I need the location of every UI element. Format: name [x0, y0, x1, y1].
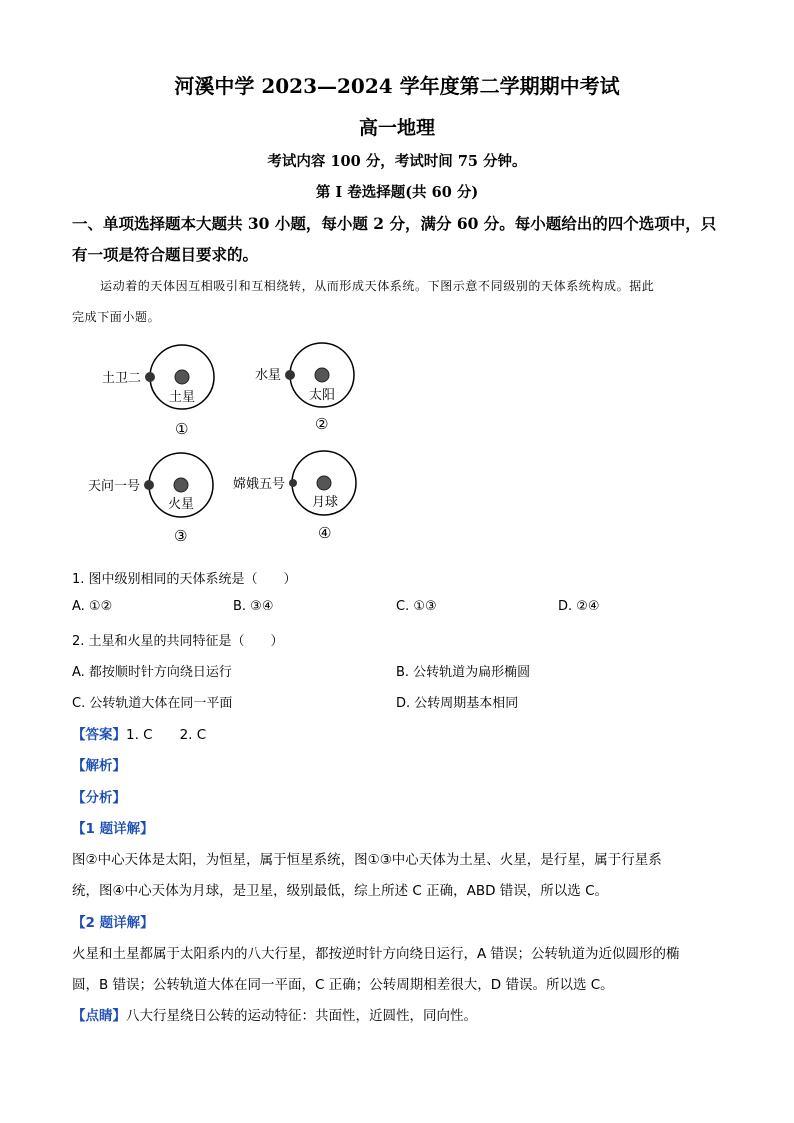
q1-detail-tag: 【1 题详解】 [72, 821, 154, 837]
instruction-line-1: 一、单项选择题本大题共 30 小题，每小题 2 分，满分 60 分。每小题给出的四个选项中，只 [72, 214, 717, 233]
answer-tag: 【答案】 [72, 727, 126, 743]
intro-line-1: 运动着的天体因互相吸引和互相绕转，从而形成天体系统。下图示意不同级别的天体系统构成。据此 [100, 279, 655, 293]
exam-info: 考试内容 100 分，考试时间 75 分钟。 [267, 153, 527, 170]
question-1-stem: 1. 图中级别相同的天体系统是（ ） [72, 572, 297, 587]
system-number: ① [175, 420, 189, 438]
center-label: 太阳 [309, 388, 336, 403]
center-label: 月球 [312, 495, 339, 510]
orbiter-label: 嫦娥五号 [233, 477, 286, 492]
q2-detail-line-1: 火星和土星都属于太阳系内的八大行星，都按逆时针方向绕日运行，A 错误；公转轨道为近似圆形的椭 [72, 946, 680, 962]
center-label: 土星 [169, 390, 196, 405]
orbiter-body-icon [145, 372, 155, 382]
system-4 [233, 451, 356, 542]
question-2-option-c: C. 公转轨道大体在同一平面 [72, 696, 233, 711]
question-2-option-a: A. 都按顺时针方向绕日运行 [72, 665, 232, 680]
orbiter-body-icon [144, 480, 154, 490]
analysis-tag: 【解析】 [72, 758, 126, 774]
orbiter-label: 土卫二 [102, 371, 142, 386]
q2-detail-line-2: 圆，B 错误；公转轨道大体在同一平面，C 正确；公转周期相差很大，D 错误。所以选 C。 [72, 977, 614, 993]
question-1-option-d: D. ②④ [558, 599, 600, 614]
center-body-icon [174, 478, 188, 492]
center-body-icon [317, 476, 331, 490]
orbiter-body-icon [285, 370, 295, 380]
system-number: ③ [174, 527, 188, 545]
dianjing-text: 八大行星绕日公转的运动特征：共面性，近圆性，同向性。 [126, 1008, 477, 1024]
exam-title: 河溪中学 2023—2024 学年度第二学期期中考试 [174, 74, 620, 98]
section-title: 第 I 卷选择题(共 60 分) [315, 184, 479, 201]
instruction-line-2: 有一项是符合题目要求的。 [72, 245, 259, 264]
dianjing-line [72, 1004, 477, 1024]
question-2-stem: 2. 土星和火星的共同特征是（ ） [72, 634, 284, 649]
center-label: 火星 [168, 497, 195, 512]
question-2-option-d: D. 公转周期基本相同 [396, 696, 519, 711]
intro-line-2: 完成下面小题。 [72, 310, 161, 324]
system-1 [102, 345, 214, 438]
question-1-option-a: A. ①② [72, 599, 113, 614]
answer-line [72, 723, 206, 743]
system-3 [88, 453, 213, 545]
answer-text: 1. C 2. C [126, 727, 207, 743]
center-body-icon [315, 368, 329, 382]
question-1-option-c: C. ①③ [396, 599, 437, 614]
system-number: ④ [318, 524, 332, 542]
center-body-icon [175, 370, 189, 384]
question-2-option-b: B. 公转轨道为扁形椭圆 [396, 665, 531, 680]
celestial-systems-diagram [72, 335, 392, 555]
q1-detail-line-2: 统，图④中心天体为月球，是卫星，级别最低，综上所述 C 正确，ABD 错误，所以选 C。 [72, 883, 609, 899]
orbiter-label: 水星 [255, 368, 282, 383]
orbiter-body-icon [289, 479, 297, 487]
question-1-option-b: B. ③④ [233, 599, 274, 614]
fenxi-tag: 【分析】 [72, 790, 126, 806]
orbiter-label: 天问一号 [88, 479, 141, 494]
q1-detail-line-1: 图②中心天体是太阳，为恒星，属于恒星系统，图①③中心天体为土星、火星，是行星，属于行星系 [72, 852, 662, 868]
subject-title: 高一地理 [358, 117, 435, 139]
dianjing-tag: 【点睛】 [72, 1008, 126, 1024]
q2-detail-tag: 【2 题详解】 [72, 915, 154, 931]
system-number: ② [315, 415, 329, 433]
system-2 [255, 343, 354, 433]
